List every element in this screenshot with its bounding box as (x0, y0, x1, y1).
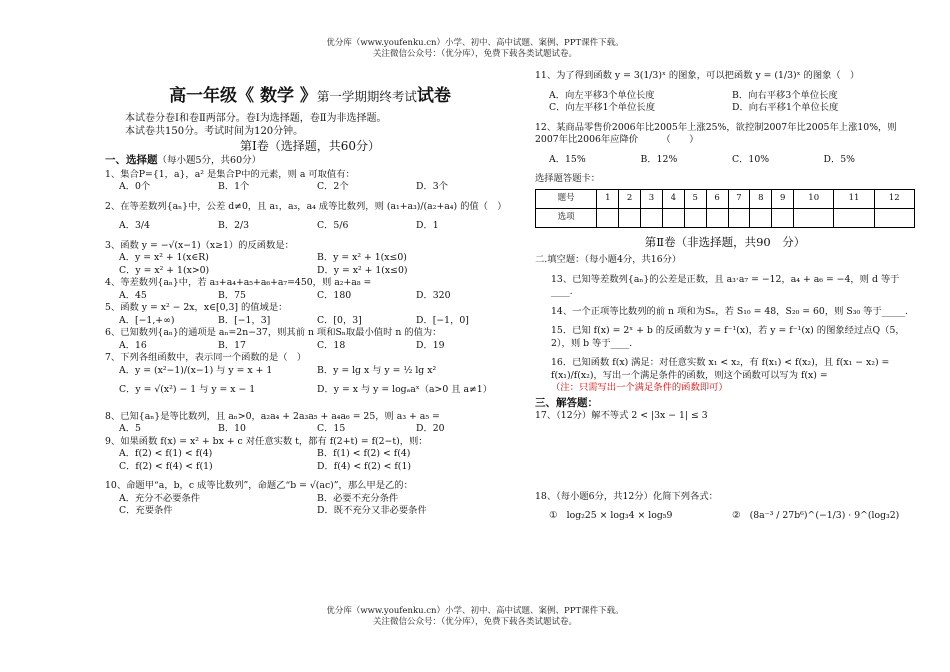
question-7 (105, 352, 515, 397)
answer-cell[interactable] (750, 208, 772, 227)
question-stem: 10、命题甲“a，b，c 成等比数列”，命题乙“b = √(ac)”，那么甲是乙的： (105, 480, 413, 491)
question-options (105, 493, 515, 518)
option-a: A．45 (119, 289, 147, 301)
question-10 (105, 480, 515, 518)
part1-title: 第Ⅰ卷（选择题，共60分） (239, 138, 380, 153)
section2-title: 二.填空题：（每小题4分，共16分） (535, 254, 682, 265)
option-c: C．18 (317, 339, 346, 351)
section1-note: （每小题5分，共60分） (157, 155, 262, 166)
option-b: B．17 (218, 339, 246, 351)
answer-number: 9 (772, 189, 794, 208)
title-main: 高一年级《 数学 》 (169, 86, 317, 106)
answer-card-table (535, 189, 915, 228)
option-d: D．19 (416, 339, 445, 351)
section1-heading (105, 154, 515, 168)
option-c: C．10% (732, 153, 770, 165)
option-a: A．15% (549, 153, 586, 165)
answer-number: 3 (641, 189, 663, 208)
question-options (105, 220, 515, 233)
answer-number: 6 (706, 189, 728, 208)
spacer (535, 350, 915, 357)
fill-q13: 13、已知等差数列{aₙ}的公差是正数，且 a₃·a₇ = −12，a₄ + a₆ = −4，则 d 等于____. (551, 273, 900, 297)
header-line-2: 关注微信公众号：（优分库），免费下载各类试题试卷。 (372, 49, 577, 59)
question-stem: 2、在等差数列{aₙ}中，公差 d≠0，且 a₁，a₃，a₄ 成等比数列，则 (a₁+a₃)/(a₂+a₄) 的值（ ） (105, 200, 507, 212)
answer-number: 12 (874, 189, 914, 208)
question-options (535, 90, 915, 115)
option-d: D．既不充分又非必要条件 (317, 505, 427, 516)
option-a: A．f(2) < f(1) < f(4) (119, 448, 213, 459)
option-c: C．5/6 (317, 220, 349, 231)
question-stem: 5、函数 y = x² − 2x，x∈[0,3] 的值域是： (105, 302, 288, 313)
answer-number: 7 (728, 189, 750, 208)
question-options (105, 448, 515, 473)
question-options (105, 290, 515, 303)
question-stem: 9、如果函数 f(x) = x² + bx + c 对任意实数 t，都有 f(2+t) = f(2−t)，则： (105, 435, 428, 447)
question-17: 17、（12分）解不等式 2 < |3x − 1| ≤ 3 (535, 410, 708, 421)
intro-line-2: 本试卷共150分。考试时间为120分钟。 (125, 125, 304, 137)
answer-cell[interactable] (794, 208, 834, 227)
exam-intro (105, 112, 515, 138)
option-a: A．[−1,+∞) (119, 314, 175, 326)
option-a: A．充分不必要条件 (119, 492, 201, 504)
question-stem: 6、已知数列{aₙ}的通项是 aₙ=2n−37，则其前 n 项和Sₙ取最小值时 n 的值为： (105, 327, 442, 338)
spacer (105, 213, 515, 220)
option-b: B．10 (218, 423, 246, 434)
spacer (535, 318, 915, 325)
question-2 (105, 201, 515, 233)
option-a: A．5 (119, 423, 141, 434)
option-b: B．1个 (218, 181, 250, 192)
question-options (105, 181, 515, 194)
answer-cell[interactable] (772, 208, 794, 227)
question-18-part-2: ② (8a⁻³ / 27b⁶)^(−1/3) · 9^(log₃2) (732, 510, 900, 521)
option-d: D．3个 (416, 181, 448, 192)
option-b: B．2/3 (218, 220, 250, 231)
answer-cell[interactable] (684, 208, 706, 227)
question-stem (535, 122, 915, 147)
part2-title: 第Ⅱ卷（非选择题，共90 分） (644, 234, 806, 249)
page-header (0, 38, 950, 60)
option-d: D．y = x² + 1(x≤0) (317, 264, 408, 276)
fill-q14: 14、一个正项等比数列的前 n 项和为Sₙ，若 S₁₀ = 48，S₂₀ = 60，则 S₃₀ 等于_____. (551, 305, 908, 317)
question-12 (535, 122, 915, 167)
spacer (535, 503, 915, 510)
option-d: D．f(4) < f(2) < f(1) (317, 460, 411, 472)
answer-number: 5 (684, 189, 706, 208)
option-b: B．12% (640, 153, 678, 165)
question-stem: 3、函数 y = −√(x−1)（x≥1）的反函数是： (105, 239, 294, 251)
answer-card-answer-row (536, 208, 915, 227)
question-1 (105, 169, 515, 194)
fill-q16: 16．已知函数 f(x) 满足：对任意实数 x₁ < x₂，有 f(x₁) < f(x₂)，且 f(x₁ − x₂) = f(x₁)/f(x₂)，写出一个满足条件的函数，则这个函数可以写为 f(x) = (551, 357, 890, 381)
question-8 (105, 411, 515, 436)
spacer (105, 397, 515, 411)
option-c: C．15 (317, 423, 346, 434)
option-c: C．充要条件 (119, 505, 173, 516)
spacer (105, 473, 515, 480)
option-d: D．向右平移1个单位长度 (732, 102, 839, 113)
option-d: D．y = x 与 y = logₐaˣ（a>0 且 a≠1） (317, 384, 492, 395)
question-stem: 11、为了得到函数 y = 3(1/3)ˣ 的图象，可以把函数 y = (1/3)ˣ 的图象（ ） (535, 70, 860, 81)
exam-title (105, 86, 515, 106)
section3-title: 三、解答题： (535, 396, 598, 409)
question-18-parts (535, 510, 915, 523)
answer-paren: （ ） (666, 134, 699, 145)
option-a: A．3/4 (119, 220, 150, 231)
question-stem: 7、下列各组函数中，表示同一个函数的是（ ） (105, 352, 307, 363)
spacer (535, 267, 915, 274)
title-suffix: 试卷 (416, 86, 451, 106)
option-c: C．y = x² + 1(x>0) (119, 264, 210, 276)
intro-line-1: 本试卷分卷Ⅰ和卷Ⅱ两部分。卷Ⅰ为选择题，卷Ⅱ为非选择题。 (125, 112, 387, 124)
question-options (105, 365, 515, 378)
option-c: C．y = √(x²) − 1 与 y = x − 1 (119, 384, 256, 395)
question-5 (105, 302, 515, 327)
option-a: A．16 (119, 339, 147, 351)
fill-q15: 15．已知 f(x) = 2ˣ + b 的反函数为 y = f⁻¹(x)，若 y = f⁻¹(x) 的图象经过点Q（5，2），则 b 等于____. (551, 325, 905, 349)
question-18-part-1: ① log₂25 × log₃4 × log₅9 (549, 510, 673, 521)
answer-cell[interactable] (662, 208, 684, 227)
answer-card-header-row (536, 189, 915, 208)
answer-cell[interactable] (834, 208, 874, 227)
answer-number: 1 (597, 189, 619, 208)
footer-line-1: 优分库（www.youfenku.cn）小学、初中、高中试题、案例、PPT课件下载。 (326, 606, 624, 616)
option-d: D．20 (416, 423, 445, 434)
option-b: B．y = lg x 与 y = ½ lg x² (317, 364, 437, 376)
option-d: D．[−1，0] (416, 314, 469, 326)
question-6 (105, 327, 515, 352)
fill-q16-note: （注：只需写出一个满足条件的函数即可） (551, 382, 728, 393)
spacer (535, 147, 915, 154)
footer-line-2: 关注微信公众号：（优分库），免费下载各类试题试卷。 (372, 617, 577, 627)
option-d: D．1 (416, 220, 439, 231)
option-b: B．y = x² + 1(x≤0) (317, 252, 407, 263)
answer-cell[interactable] (728, 208, 750, 227)
question-4 (105, 277, 515, 302)
question-11 (535, 70, 915, 115)
page-footer (0, 606, 950, 628)
option-d: D．320 (416, 289, 451, 301)
option-a: A．向左平移3个单位长度 (549, 89, 655, 101)
answer-card-header-label: 题号 (536, 189, 597, 208)
right-column (535, 70, 915, 523)
answer-number: 8 (750, 189, 772, 208)
answer-cell[interactable] (706, 208, 728, 227)
answer-card-row-label: 选项 (536, 208, 597, 227)
question-stem: 4、等差数列{aₙ}中，若 a₃+a₄+a₅+a₆+a₇=450，则 a₂+a₈ = (105, 277, 372, 288)
answer-cell[interactable] (619, 208, 641, 227)
answer-number: 2 (619, 189, 641, 208)
spacer (105, 233, 515, 240)
question-options (105, 252, 515, 277)
option-b: B．f(1) < f(2) < f(4) (317, 448, 411, 459)
header-line-1: 优分库（www.youfenku.cn）小学、初中、高中试题、案例、PPT课件下载。 (326, 38, 624, 48)
spacer (535, 83, 915, 90)
left-column (105, 70, 515, 518)
answer-space (535, 423, 915, 491)
spacer (535, 166, 915, 173)
answer-cell[interactable] (597, 208, 619, 227)
question-stem-text: 12、某商品零售价2006年比2005年上涨25%，欲控制2007年比2005年上涨10%，则2007年比2006年应降价 (535, 121, 897, 145)
answer-number: 10 (794, 189, 834, 208)
spacer (535, 115, 915, 122)
option-c: C．180 (317, 289, 352, 301)
answer-number: 4 (662, 189, 684, 208)
option-c: C．向左平移1个单位长度 (549, 102, 655, 113)
section1-title: 一、选择题 (105, 154, 158, 166)
question-stem: 1、集合P={1，a}，a² 是集合P中的元素，则 a 可取值有： (105, 168, 355, 180)
answer-card-title: 选择题答题卡： (535, 173, 601, 184)
option-b: B．向右平移3个单位长度 (732, 89, 838, 101)
answer-number: 11 (834, 189, 874, 208)
option-d: D．5% (823, 153, 855, 165)
spacer (105, 377, 515, 384)
answer-cell[interactable] (874, 208, 914, 227)
question-stem: 8、已知{aₙ}是等比数列，且 aₙ>0，a₂a₄ + 2a₃a₅ + a₄a₆ = 25，则 a₃ + a₅ = (105, 410, 440, 422)
question-options (105, 423, 515, 436)
option-b: B．[−1，3] (218, 314, 271, 326)
question-options (105, 315, 515, 328)
option-a: A．y = (x²−1)/(x−1) 与 y = x + 1 (119, 364, 273, 376)
spacer (535, 299, 915, 306)
question-18-stem: 18、（每小题6分，共12分）化简下列各式： (535, 490, 718, 502)
question-9 (105, 436, 515, 474)
option-b: B．75 (218, 289, 246, 301)
spacer (105, 194, 515, 201)
title-sub: 第一学期期终考试 (316, 89, 417, 104)
option-c: C．2个 (317, 181, 349, 192)
question-3 (105, 240, 515, 278)
option-a: A．y = x² + 1(x∈R) (119, 252, 209, 263)
answer-cell[interactable] (641, 208, 663, 227)
option-c: C．[0，3] (317, 314, 362, 326)
option-a: A．0个 (119, 181, 151, 192)
question-options (105, 340, 515, 353)
question-options (535, 154, 915, 167)
question-options-2 (105, 384, 515, 397)
option-b: B．必要不充分条件 (317, 492, 399, 504)
option-c: C．f(2) < f(4) < f(1) (119, 460, 213, 472)
